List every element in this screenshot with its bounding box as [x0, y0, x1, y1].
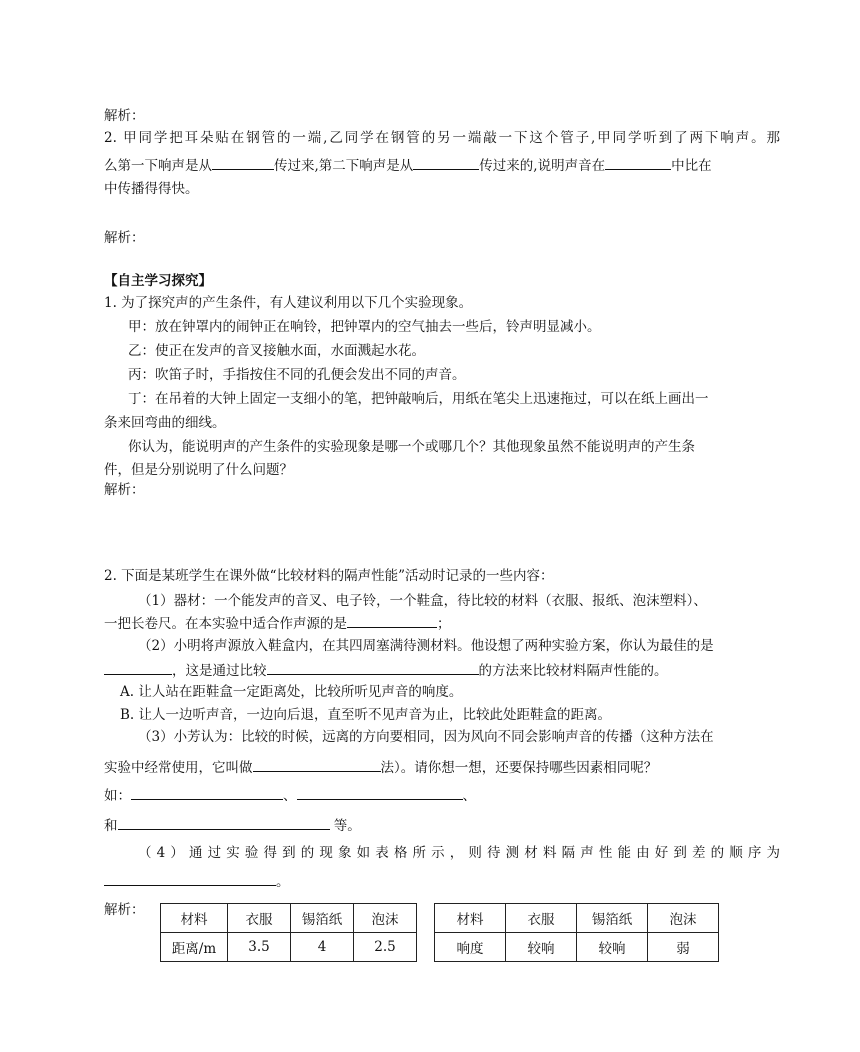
question-2-text: 2. 甲同学把耳朵贴在钢管的一端,乙同学在钢管的另一端敲一下这个管子,甲同学听到了两下响声。那: [104, 130, 780, 146]
question-2-text-line2: [104, 154, 712, 176]
answer-blank[interactable]: [131, 784, 283, 800]
text-segment: 和: [104, 818, 118, 834]
explore-1-question-line2: 件，但是分别说明了什么问题？: [104, 462, 293, 478]
table-row: [161, 904, 417, 933]
explore-1-item-yi: 乙：使正在发声的音叉接触水面，水面溅起水花。: [128, 343, 425, 359]
table-row: [435, 933, 719, 962]
explore-2-intro: 2. 下面是某班学生在课外做“比较材料的隔声性能”活动时记录的一些内容：: [104, 568, 554, 584]
explore-1-question: 你认为，能说明声的产生条件的实验现象是哪一个或哪几个？其他现象虽然不能说明声的产生条: [128, 439, 695, 455]
answer-blank[interactable]: [104, 659, 172, 675]
text-segment: 实验中经常使用，它叫做: [104, 760, 253, 776]
explore-2-part2-line2: [104, 659, 668, 681]
table-header-cell: 锡箔纸: [577, 904, 648, 933]
explore-2-part2: （2）小明将声源放入鞋盒内，在其四周塞满待测材料。他设想了两种实验方案，你认为最佳的是: [138, 638, 714, 654]
answer-blank[interactable]: [212, 154, 274, 170]
explore-2-part3-line3: [104, 784, 476, 806]
explore-2-part1: （1）器材：一个能发声的音叉、电子铃，一个鞋盒，待比较的材料（衣服、报纸、泡沫塑料）、: [138, 593, 707, 609]
text-segment: ；: [437, 616, 451, 632]
table-cell: 距离/m: [161, 933, 228, 962]
answer-blank[interactable]: [118, 814, 330, 830]
answer-blank[interactable]: [297, 784, 463, 800]
table-header-cell: 材料: [435, 904, 506, 933]
table-cell: 4: [291, 933, 354, 962]
table-header-cell: 泡沫: [648, 904, 719, 933]
answer-blank[interactable]: [605, 154, 671, 170]
explore-1-intro: 1. 为了探究声的产生条件，有人建议利用以下几个实验现象。: [104, 295, 473, 311]
explore-2-part4-line2: [104, 870, 290, 892]
table-header-cell: 材料: [161, 904, 228, 933]
answer-blank[interactable]: [253, 756, 381, 772]
table-header-cell: 锡箔纸: [291, 904, 354, 933]
text-segment: 传过来,第二下响声是从: [274, 158, 414, 174]
analysis-label: 解析：: [104, 230, 145, 246]
text-segment: 一把长卷尺。在本实验中适合作声源的是: [104, 616, 347, 632]
answer-blank[interactable]: [104, 870, 276, 886]
explore-2-part3: （3）小芳认为：比较的时候，远离的方向要相同，因为风向不同会影响声音的传播（这种方法在: [138, 729, 714, 745]
text-segment: ，这是通过比较: [172, 663, 267, 679]
table-header-cell: 衣服: [228, 904, 291, 933]
distance-table: [160, 903, 417, 962]
explore-2-part3-line4: [104, 814, 361, 836]
table-row: [435, 904, 719, 933]
text-segment: 等。: [329, 818, 361, 834]
table-cell: 较响: [577, 933, 648, 962]
text-segment: 法）。请你想一想，还要保持哪些因素相同呢？: [380, 760, 658, 776]
analysis-label: 解析：: [104, 108, 145, 124]
table-cell: 2.5: [354, 933, 417, 962]
table-cell: 3.5: [228, 933, 291, 962]
text-segment: 么第一下响声是从: [104, 158, 212, 174]
explore-1-item-jia: 甲：放在钟罩内的闹钟正在响铃，把钟罩内的空气抽去一些后，铃声明显减小。: [128, 319, 601, 335]
section-title: 【自主学习探究】: [104, 273, 212, 289]
text-segment: 中比在: [671, 158, 712, 174]
table-row: [161, 933, 417, 962]
text-segment: 如：: [104, 788, 131, 804]
table-cell: 较响: [506, 933, 577, 962]
text-segment: 、: [283, 788, 297, 804]
table-cell: 弱: [648, 933, 719, 962]
answer-blank[interactable]: [267, 659, 479, 675]
table-header-cell: 衣服: [506, 904, 577, 933]
text-segment: 传过来的,说明声音在: [479, 158, 606, 174]
explore-2-part1-line2: [104, 612, 451, 634]
answer-blank[interactable]: [347, 612, 437, 628]
explore-2-part4: （4）通过实验得到的现象如表格所示，则待测材料隔声性能由好到差的顺序为: [138, 845, 780, 861]
explore-1-item-ding: 丁：在吊着的大钟上固定一支细小的笔，把钟敲响后，用纸在笔尖上迅速拖过，可以在纸上画出一: [128, 391, 709, 407]
text-segment: 。: [276, 874, 290, 890]
explore-2-option-b: B. 让人一边听声音，一边向后退，直至听不见声音为止，比较此处距鞋盒的距离。: [120, 707, 612, 723]
answer-blank[interactable]: [413, 154, 479, 170]
explore-1-item-bing: 丙：吹笛子时，手指按住不同的孔便会发出不同的声音。: [128, 367, 466, 383]
table-header-cell: 泡沫: [354, 904, 417, 933]
text-segment: 的方法来比较材料隔声性能的。: [478, 663, 668, 679]
explore-2-option-a: A. 让人站在距鞋盒一定距离处，比较所听见声音的响度。: [120, 684, 463, 700]
loudness-table: [434, 903, 719, 962]
explore-2-part3-line2: [104, 756, 657, 778]
table-cell: 响度: [435, 933, 506, 962]
explore-1-item-ding-line2: 条来回弯曲的细线。: [104, 415, 226, 431]
analysis-label: 解析：: [104, 902, 145, 918]
question-2-text-line3: 中传播得得快。: [104, 181, 199, 197]
text-segment: 、: [462, 788, 476, 804]
analysis-label: 解析：: [104, 482, 145, 498]
